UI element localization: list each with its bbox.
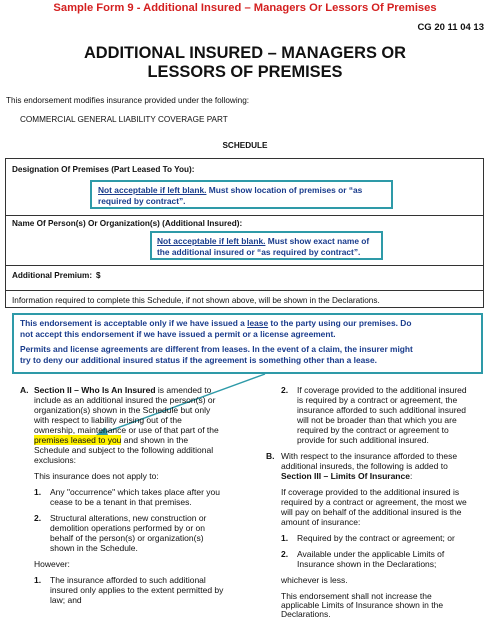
- amount-2-text: Available under the applicable Limits of: [297, 549, 445, 559]
- additional-premium-value: $: [96, 271, 101, 280]
- premises-note-text-line-2: required by contract”.: [98, 195, 186, 206]
- limit-2-text: required by the contract or agreement to: [297, 425, 449, 435]
- section-a-text: exclusions:: [34, 455, 77, 465]
- amount-1-text: Required by the contract or agreement; or: [297, 533, 455, 543]
- section-a-text: Schedule and subject to the following additional: [34, 445, 214, 455]
- however-1-number: 1.: [34, 575, 42, 585]
- section-b-heading: Section III – Limits Of Insurance: [281, 471, 410, 481]
- section-a-text: organization(s) shown in the Schedule but only: [34, 405, 211, 415]
- document-title-line-1: ADDITIONAL INSURED – MANAGERS OR: [83, 44, 407, 62]
- section-b-text: additional insureds, the following is added to: [281, 461, 448, 471]
- lease-note-line-2: not accept this endorsement if we have issued a permit or a license agreement.: [20, 328, 336, 339]
- premises-note-emphasis: Not acceptable if left blank.: [98, 185, 207, 195]
- lease-word: lease: [247, 318, 269, 328]
- premises-note-text: Must show location of premises or “as: [206, 185, 363, 195]
- schedule-heading: SCHEDULE: [222, 141, 268, 150]
- amount-2-number: 2.: [281, 549, 289, 559]
- exclusion-2-text: behalf of the person(s) or organization(s): [50, 533, 204, 543]
- name-note-text-line-2: the additional insured or “as required by contract”.: [157, 246, 361, 257]
- final-statement: This endorsement shall not increase the: [281, 591, 432, 601]
- exclusion-2-number: 2.: [34, 513, 42, 523]
- section-a-heading: Section II – Who Is An Insured: [34, 385, 156, 395]
- however-1-text: The insurance afforded to such additional: [50, 575, 206, 585]
- does-not-apply-text: This insurance does not apply to:: [34, 471, 159, 481]
- name-note-text: Must show exact name of: [265, 236, 370, 246]
- section-a-text: with respect to liability arising out of the: [34, 415, 182, 425]
- section-b-colon: :: [409, 471, 413, 481]
- limit-2-text: provide for such additional insured.: [297, 435, 429, 445]
- limit-2-text: will not be broader than that which you are: [297, 415, 457, 425]
- section-b-text: With respect to the insurance afforded to these: [281, 451, 458, 461]
- lease-note-line-3: Permits and license agreements are different from leases. In the event of a claim, the insurer might: [20, 344, 413, 355]
- however-label: However:: [34, 559, 70, 569]
- section-a-text: and shown in the: [121, 435, 189, 445]
- section-b-paragraph: will pay on behalf of the additional insured is the: [281, 507, 462, 517]
- additional-premium-label: Additional Premium:: [12, 271, 93, 280]
- schedule-info-note: Information required to complete this Schedule, if not shown above, will be shown in the Declarations.: [12, 296, 380, 305]
- final-statement: applicable Limits of Insurance shown in the: [281, 600, 444, 610]
- exclusion-2-text: Structural alterations, new construction or: [50, 513, 207, 523]
- document-title-line-2: LESSORS OF PREMISES: [147, 63, 343, 81]
- limit-2-text: is required by a contract or agreement, the: [297, 395, 458, 405]
- limit-2-text: If coverage provided to the additional insured: [297, 385, 467, 395]
- form-number: CG 20 11 04 13: [417, 22, 484, 33]
- exclusion-1-text: cease to be a tenant in that premises.: [50, 497, 192, 507]
- section-a-letter: A.: [20, 385, 29, 395]
- lease-note-text: This endorsement is acceptable only if we have issued a: [20, 318, 248, 328]
- coverage-part: COMMERCIAL GENERAL LIABILITY COVERAGE PART: [20, 115, 228, 124]
- section-a-text: is amended to: [155, 385, 212, 395]
- section-a-text: ownership, maintenance or use of that part of the: [34, 425, 219, 435]
- modifies-statement: This endorsement modifies insurance provided under the following:: [6, 96, 250, 105]
- exclusion-2-text: demolition operations performed by or on: [50, 523, 205, 533]
- lease-note-line-4: try to deny our additional insured status if the agreement is something other than a lease.: [20, 354, 377, 365]
- amount-2-text: Insurance shown in the Declarations;: [297, 559, 437, 569]
- name-note-emphasis: Not acceptable if left blank.: [157, 236, 266, 246]
- limit-2-number: 2.: [281, 385, 289, 395]
- however-1-text: insured only applies to the extent permitted by: [50, 585, 224, 595]
- limit-2-text: insurance afforded to such additional insured: [297, 405, 467, 415]
- whichever-is-less: whichever is less.: [281, 575, 348, 585]
- amount-1-number: 1.: [281, 533, 289, 543]
- exclusion-1-number: 1.: [34, 487, 42, 497]
- sample-form-title: Sample Form 9 - Additional Insured – Managers Or Lessors Of Premises: [53, 2, 437, 14]
- final-statement: Declarations.: [281, 609, 331, 619]
- section-b-paragraph: required by a contract or agreement, the most we: [281, 497, 467, 507]
- however-1-text: law; and: [50, 595, 82, 605]
- section-b-paragraph: If coverage provided to the additional insured is: [281, 487, 460, 497]
- additional-insured-name-label: Name Of Person(s) Or Organization(s) (Additional Insured):: [12, 219, 243, 228]
- exclusion-2-text: shown in the Schedule.: [50, 543, 138, 553]
- premises-leased-highlight: premises leased to you: [34, 435, 122, 445]
- designation-of-premises-label: Designation Of Premises (Part Leased To You):: [12, 165, 195, 174]
- section-b-paragraph: amount of insurance:: [281, 517, 361, 527]
- lease-note-text: to the party using our premises. Do: [268, 318, 412, 328]
- exclusion-1-text: Any "occurrence" which takes place after you: [50, 487, 220, 497]
- section-a-text: include as an additional insured the person(s) or: [34, 395, 216, 405]
- section-b-letter: B.: [266, 451, 275, 461]
